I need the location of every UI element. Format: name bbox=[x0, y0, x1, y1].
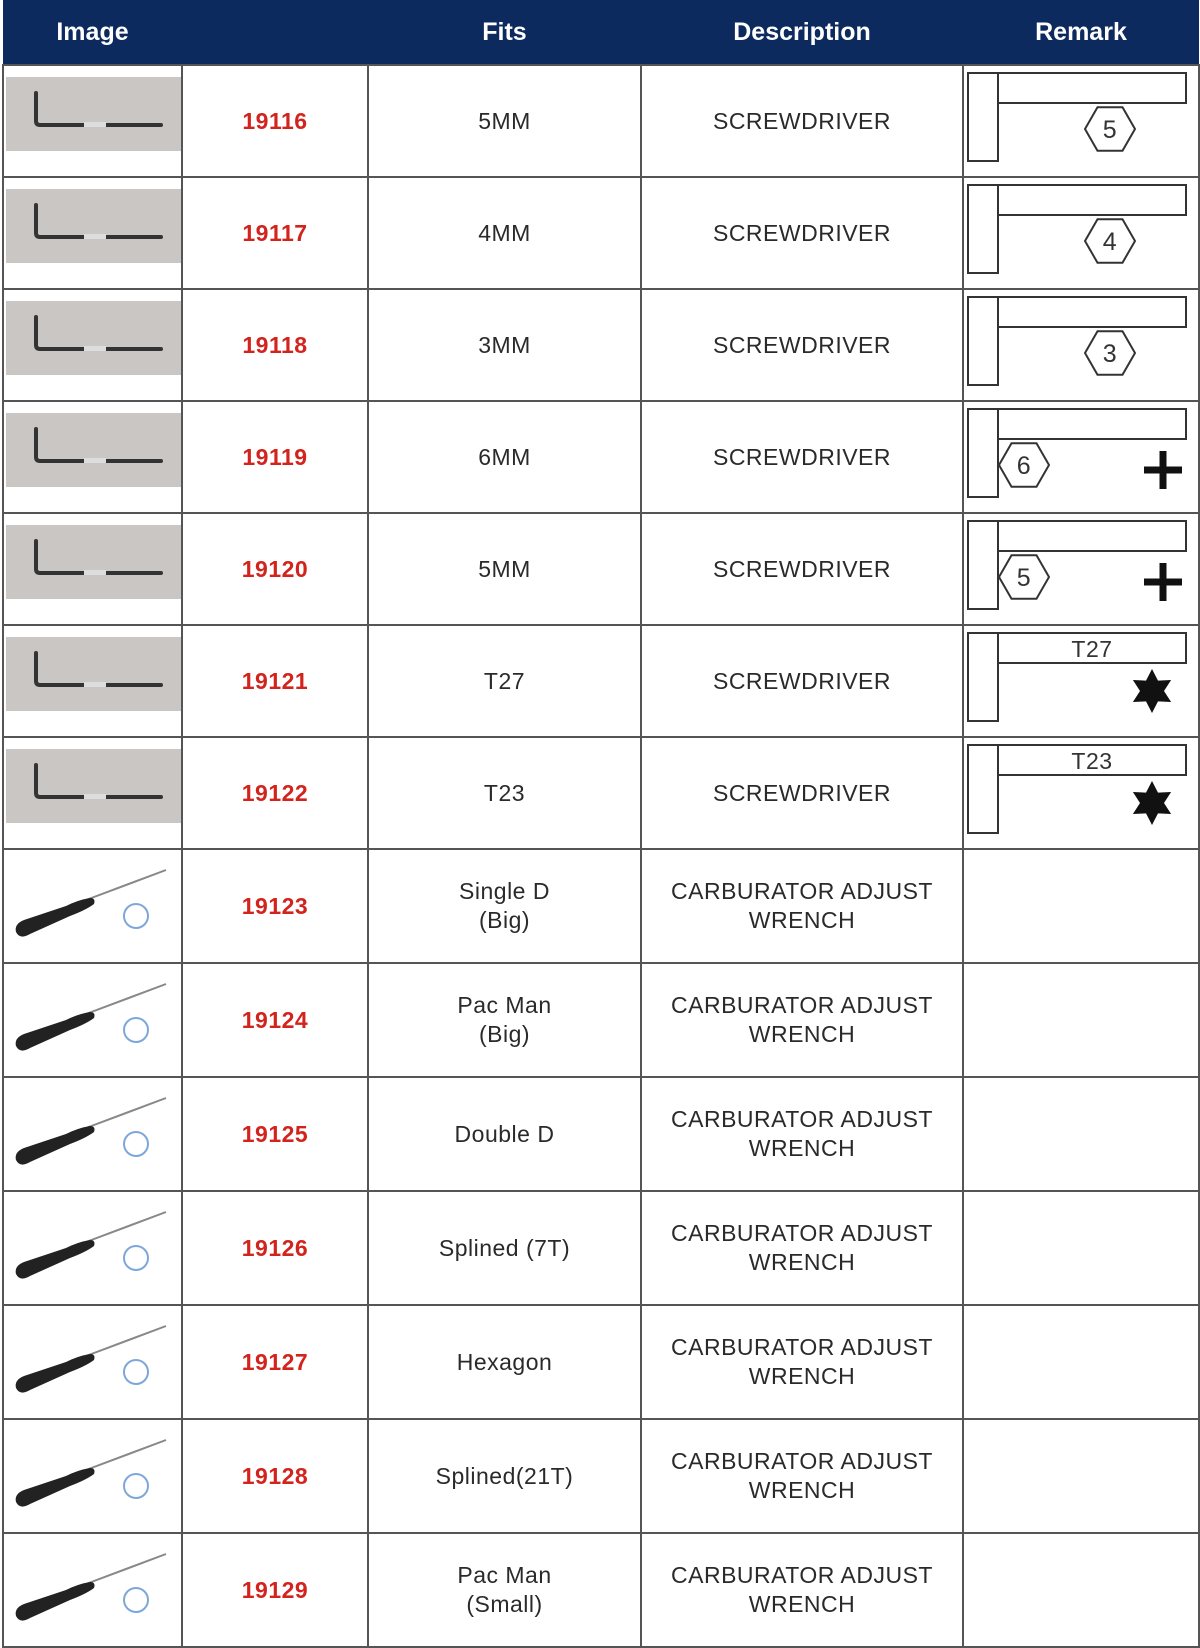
remark-diagram bbox=[964, 1194, 1200, 1302]
part-number: 19119 bbox=[182, 401, 368, 513]
header-remark: Remark bbox=[1035, 17, 1127, 46]
remark-cell bbox=[963, 177, 1199, 289]
l-key-icon bbox=[6, 77, 181, 151]
remark-diagram bbox=[964, 739, 1200, 847]
description-text: SCREWDRIVER bbox=[712, 107, 891, 134]
remark-diagram bbox=[964, 627, 1200, 735]
remark-cell bbox=[963, 1533, 1199, 1647]
remark-cell bbox=[963, 1191, 1199, 1305]
fits-text: 6MM bbox=[478, 443, 531, 470]
remark-diagram bbox=[964, 1536, 1200, 1644]
description-text: SCREWDRIVER bbox=[712, 667, 891, 694]
table-row bbox=[3, 513, 1199, 625]
fits-text: 4MM bbox=[478, 219, 531, 246]
fits-text: (Small) bbox=[466, 1591, 543, 1617]
remark-cell bbox=[963, 737, 1199, 849]
description-text: WRENCH bbox=[748, 1477, 856, 1503]
adjust-wrench-icon bbox=[6, 1082, 181, 1182]
fits-text: T27 bbox=[483, 667, 526, 694]
fits-text: Pac Man bbox=[457, 1562, 552, 1588]
table-header-row bbox=[3, 0, 1199, 65]
table-row bbox=[3, 737, 1199, 849]
remark-diagram bbox=[964, 403, 1200, 511]
tip-profile-icon bbox=[124, 1474, 148, 1498]
image-cell bbox=[3, 963, 182, 1077]
remark-cell bbox=[963, 625, 1199, 737]
description-cell bbox=[641, 1191, 963, 1305]
table-row bbox=[3, 849, 1199, 963]
table-row bbox=[3, 625, 1199, 737]
description-cell bbox=[641, 963, 963, 1077]
image-cell bbox=[3, 177, 182, 289]
product-table bbox=[2, 0, 1200, 1648]
bit-profile-drawing bbox=[964, 627, 1200, 735]
remark-cell bbox=[963, 401, 1199, 513]
tip-profile-icon bbox=[124, 1588, 148, 1612]
tip-profile-icon bbox=[124, 1246, 148, 1270]
part-number: 19124 bbox=[182, 963, 368, 1077]
image-cell bbox=[3, 65, 182, 177]
adjust-wrench-icon bbox=[6, 1310, 181, 1410]
l-key-icon bbox=[6, 189, 181, 263]
torx-star-icon bbox=[1133, 669, 1171, 713]
description-cell bbox=[641, 849, 963, 963]
part-number: 19121 bbox=[182, 625, 368, 737]
product-photo bbox=[6, 525, 181, 599]
image-cell bbox=[3, 1533, 182, 1647]
fits-cell bbox=[368, 289, 641, 401]
product-photo bbox=[6, 637, 181, 711]
fits-cell bbox=[368, 963, 641, 1077]
table-row bbox=[3, 1077, 1199, 1191]
bit-profile-drawing bbox=[964, 515, 1200, 623]
fits-cell bbox=[368, 177, 641, 289]
part-number: 19125 bbox=[182, 1077, 368, 1191]
product-photo bbox=[6, 77, 181, 151]
torx-size-label: T23 bbox=[1071, 748, 1113, 774]
bit-profile-drawing bbox=[964, 67, 1200, 175]
remark-diagram bbox=[964, 1422, 1200, 1530]
tip-profile-icon bbox=[124, 1360, 148, 1384]
image-cell bbox=[3, 513, 182, 625]
remark-cell bbox=[963, 65, 1199, 177]
description-cell bbox=[641, 1533, 963, 1647]
adjust-wrench-icon bbox=[6, 1424, 181, 1524]
description-text: WRENCH bbox=[748, 1363, 856, 1389]
table-row bbox=[3, 401, 1199, 513]
remark-cell bbox=[963, 963, 1199, 1077]
hex-size-label: 5 bbox=[1102, 116, 1118, 144]
part-number: 19123 bbox=[182, 849, 368, 963]
remark-cell bbox=[963, 1419, 1199, 1533]
table-row bbox=[3, 65, 1199, 177]
bit-profile-drawing bbox=[964, 291, 1200, 399]
fits-cell bbox=[368, 625, 641, 737]
description-cell bbox=[641, 65, 963, 177]
image-cell bbox=[3, 849, 182, 963]
bit-profile-drawing bbox=[964, 403, 1200, 511]
fits-text: Splined(21T) bbox=[435, 1462, 574, 1489]
description-text: WRENCH bbox=[748, 1021, 856, 1047]
tip-profile-icon bbox=[124, 1132, 148, 1156]
l-key-icon bbox=[6, 413, 181, 487]
product-photo bbox=[6, 301, 181, 375]
description-text: CARBURATOR ADJUST bbox=[671, 878, 933, 904]
description-text: SCREWDRIVER bbox=[712, 443, 891, 470]
remark-cell bbox=[963, 1305, 1199, 1419]
fits-cell bbox=[368, 1305, 641, 1419]
description-text: SCREWDRIVER bbox=[712, 555, 891, 582]
remark-diagram bbox=[964, 179, 1200, 287]
adjust-wrench-icon bbox=[6, 1538, 181, 1638]
remark-cell bbox=[963, 849, 1199, 963]
remark-diagram bbox=[964, 1080, 1200, 1188]
fits-cell bbox=[368, 1191, 641, 1305]
table-row bbox=[3, 963, 1199, 1077]
fits-cell bbox=[368, 65, 641, 177]
description-text: CARBURATOR ADJUST bbox=[671, 1448, 933, 1474]
table-row bbox=[3, 289, 1199, 401]
product-photo bbox=[6, 189, 181, 263]
description-cell bbox=[641, 513, 963, 625]
image-cell bbox=[3, 1077, 182, 1191]
part-number: 19116 bbox=[182, 65, 368, 177]
description-text: CARBURATOR ADJUST bbox=[671, 1562, 933, 1588]
description-cell bbox=[641, 625, 963, 737]
hex-size-label: 3 bbox=[1102, 340, 1118, 368]
phillips-icon bbox=[1144, 451, 1182, 489]
l-key-icon bbox=[6, 525, 181, 599]
product-photo bbox=[6, 413, 181, 487]
table-row bbox=[3, 177, 1199, 289]
header-image: Image bbox=[56, 17, 129, 46]
remark-diagram bbox=[964, 515, 1200, 623]
tip-profile-icon bbox=[124, 1018, 148, 1042]
tip-profile-icon bbox=[124, 904, 148, 928]
part-number: 19120 bbox=[182, 513, 368, 625]
l-key-icon bbox=[6, 301, 181, 375]
remark-cell bbox=[963, 513, 1199, 625]
remark-diagram bbox=[964, 852, 1200, 960]
description-cell bbox=[641, 177, 963, 289]
remark-cell bbox=[963, 1077, 1199, 1191]
part-number: 19117 bbox=[182, 177, 368, 289]
image-cell bbox=[3, 289, 182, 401]
product-photo bbox=[6, 749, 181, 823]
fits-cell bbox=[368, 737, 641, 849]
header-fits: Fits bbox=[482, 17, 527, 46]
l-key-icon bbox=[6, 749, 181, 823]
fits-cell bbox=[368, 849, 641, 963]
hex-size-label: 6 bbox=[1016, 452, 1032, 480]
fits-cell bbox=[368, 1419, 641, 1533]
table-body bbox=[3, 65, 1199, 1647]
remark-diagram bbox=[964, 67, 1200, 175]
remark-diagram bbox=[964, 1308, 1200, 1416]
fits-cell bbox=[368, 401, 641, 513]
table-row bbox=[3, 1419, 1199, 1533]
description-cell bbox=[641, 1419, 963, 1533]
adjust-wrench-icon bbox=[6, 1196, 181, 1296]
description-text: SCREWDRIVER bbox=[712, 331, 891, 358]
bit-profile-drawing bbox=[964, 179, 1200, 287]
l-key-icon bbox=[6, 637, 181, 711]
hex-size-label: 5 bbox=[1016, 564, 1032, 592]
fits-text: 5MM bbox=[478, 107, 531, 134]
fits-text: Double D bbox=[454, 1120, 555, 1147]
remark-cell bbox=[963, 289, 1199, 401]
fits-text: 3MM bbox=[478, 331, 531, 358]
description-text: CARBURATOR ADJUST bbox=[671, 1334, 933, 1360]
description-text: CARBURATOR ADJUST bbox=[671, 992, 933, 1018]
image-cell bbox=[3, 737, 182, 849]
image-cell bbox=[3, 1305, 182, 1419]
description-text: SCREWDRIVER bbox=[712, 219, 891, 246]
description-text: WRENCH bbox=[748, 1135, 856, 1161]
description-text: WRENCH bbox=[748, 907, 856, 933]
description-cell bbox=[641, 1077, 963, 1191]
part-number: 19129 bbox=[182, 1533, 368, 1647]
fits-text: Hexagon bbox=[456, 1348, 553, 1375]
image-cell bbox=[3, 625, 182, 737]
table-row bbox=[3, 1305, 1199, 1419]
description-text: WRENCH bbox=[748, 1249, 856, 1275]
fits-text: (Big) bbox=[478, 1021, 531, 1047]
description-cell bbox=[641, 401, 963, 513]
part-number: 19128 bbox=[182, 1419, 368, 1533]
part-number: 19127 bbox=[182, 1305, 368, 1419]
fits-text: Pac Man bbox=[457, 992, 552, 1018]
part-number: 19122 bbox=[182, 737, 368, 849]
fits-cell bbox=[368, 1077, 641, 1191]
fits-text: Splined (7T) bbox=[438, 1234, 571, 1261]
table-row bbox=[3, 1533, 1199, 1647]
description-cell bbox=[641, 737, 963, 849]
fits-cell bbox=[368, 513, 641, 625]
remark-diagram bbox=[964, 291, 1200, 399]
fits-cell bbox=[368, 1533, 641, 1647]
hex-size-label: 4 bbox=[1102, 228, 1118, 256]
description-cell bbox=[641, 1305, 963, 1419]
torx-size-label: T27 bbox=[1071, 636, 1113, 662]
description-cell bbox=[641, 289, 963, 401]
description-text: SCREWDRIVER bbox=[712, 779, 891, 806]
torx-star-icon bbox=[1133, 781, 1171, 825]
fits-text: 5MM bbox=[478, 555, 531, 582]
image-cell bbox=[3, 1191, 182, 1305]
description-text: WRENCH bbox=[748, 1591, 856, 1617]
fits-text: T23 bbox=[483, 779, 526, 806]
adjust-wrench-icon bbox=[6, 968, 181, 1068]
part-number: 19118 bbox=[182, 289, 368, 401]
fits-text: Single D bbox=[459, 878, 550, 904]
adjust-wrench-icon bbox=[6, 854, 181, 954]
remark-diagram bbox=[964, 966, 1200, 1074]
header-part bbox=[182, 0, 368, 65]
phillips-icon bbox=[1144, 563, 1182, 601]
header-description: Description bbox=[733, 17, 871, 46]
table-row bbox=[3, 1191, 1199, 1305]
part-number: 19126 bbox=[182, 1191, 368, 1305]
description-text: CARBURATOR ADJUST bbox=[671, 1220, 933, 1246]
description-text: CARBURATOR ADJUST bbox=[671, 1106, 933, 1132]
image-cell bbox=[3, 401, 182, 513]
bit-profile-drawing bbox=[964, 739, 1200, 847]
image-cell bbox=[3, 1419, 182, 1533]
fits-text: (Big) bbox=[478, 907, 531, 933]
